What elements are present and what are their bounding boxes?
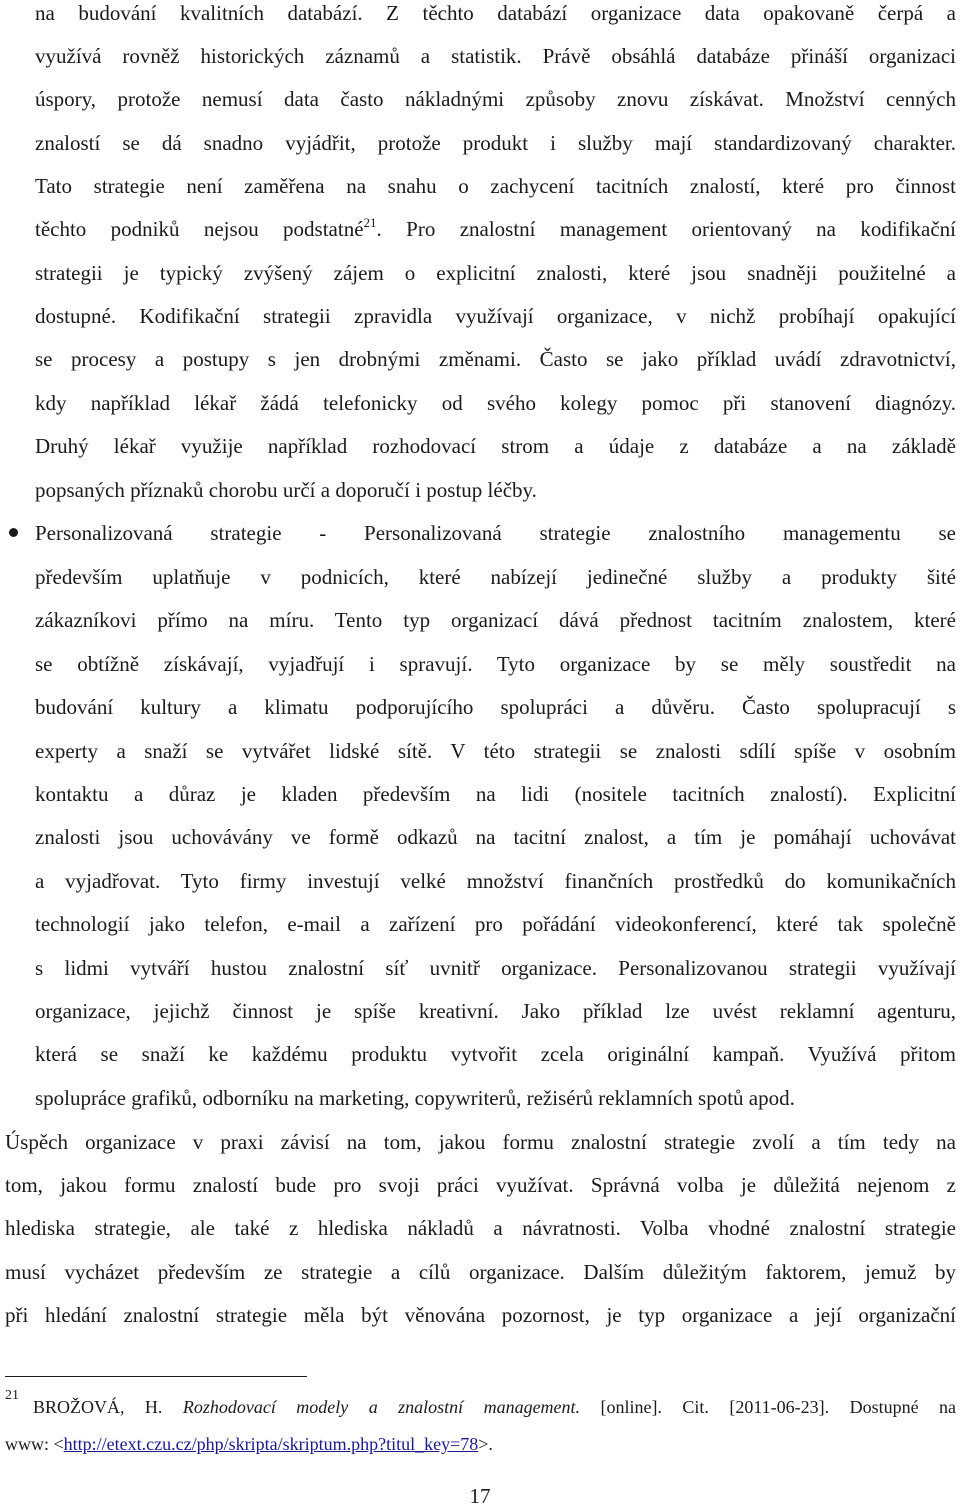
footnote-url-line bbox=[5, 1433, 493, 1455]
footnote-link[interactable]: http://etext.czu.cz/php/skripta/skriptum.php?titul_key=78 bbox=[63, 1434, 479, 1454]
bullet-text-line: kontaktu a důraz je kladen především na lidi (nositele tacitních znalostí). Explicitní bbox=[35, 782, 956, 806]
bullet-text-line: budování kultury a klimatu podporujícího spolupráci a důvěru. Často spolupracují s bbox=[35, 695, 956, 719]
text-line: při hledání znalostní strategie měla být věnována pozornost, je typ organizace a její organizační bbox=[5, 1303, 956, 1327]
bullet-text-line: a vyjadřovat. Tyto firmy investují velké množství finančních prostředků do komunikačních bbox=[35, 869, 956, 893]
text-line: se procesy a postupy s jen drobnými změnami. Často se jako příklad uvádí zdravotnictví, bbox=[35, 347, 956, 371]
bullet-text-line: Personalizovaná strategie - Personalizovaná strategie znalostního managementu se bbox=[35, 521, 956, 545]
bullet-text-line: technologií jako telefon, e-mail a zařízení pro pořádání videokonferencí, které tak společně bbox=[35, 912, 956, 936]
text-line: kdy například lékař žádá telefonicky od svého kolegy pomoc při stanovení diagnózy. bbox=[35, 391, 956, 415]
text-line: Druhý lékař využije například rozhodovací strom a údaje z databáze a na základě bbox=[35, 434, 956, 458]
text-line: úspory, protože nemusí data často nákladnými způsoby znovu získávat. Množství cenných bbox=[35, 87, 956, 111]
text-line: znalostí se dá snadno vyjádřit, protože produkt i služby mají standardizovaný charakter. bbox=[35, 131, 956, 155]
footnote-number: 21 bbox=[5, 1388, 19, 1403]
footnote-title: Rozhodovací modely a znalostní management. bbox=[182, 1397, 581, 1417]
bullet-text-line: především uplatňuje v podnicích, které nabízejí jedinečné služby a produkty šité bbox=[35, 565, 956, 589]
bullet-text-line: se obtížně získávají, vyjadřují i spravují. Tyto organizace by se měly soustředit na bbox=[35, 652, 956, 676]
footnote-author: BROŽOVÁ, H. bbox=[33, 1397, 163, 1417]
footnote-details: [online]. Cit. [2011-06-23]. Dostupné na bbox=[600, 1397, 957, 1417]
text-line: popsaných příznaků chorobu určí a doporučí i postup léčby. bbox=[35, 478, 537, 502]
text-segment: . Pro znalostní management orientovaný na kodifikační bbox=[376, 217, 956, 241]
bullet-text-line: spolupráce grafiků, odborníku na marketing, copywriterů, režisérů reklamních spotů apod. bbox=[35, 1086, 795, 1110]
text-line: Úspěch organizace v praxi závisí na tom, jakou formu znalostní strategie zvolí a tím tedy na bbox=[5, 1130, 956, 1154]
text-line: hlediska strategie, ale také z hlediska nákladů a návratnosti. Volba vhodné znalostní strategie bbox=[5, 1216, 956, 1240]
text-line: na budování kvalitních databází. Z těchto databází organizace data opakovaně čerpá a bbox=[35, 1, 956, 25]
text-line: strategii je typický zvýšený zájem o explicitní znalosti, které jsou snadněji použitelné a bbox=[35, 261, 956, 285]
page-number: 17 bbox=[469, 1484, 491, 1508]
text-line-with-footnote-ref bbox=[35, 217, 956, 241]
footnote-www-prefix: www: < bbox=[5, 1434, 64, 1454]
bullet-text-line: experty a snaží se vytvářet lidské sítě. V této strategii se znalosti sdílí spíše v osobním bbox=[35, 739, 956, 763]
footnote-separator bbox=[5, 1376, 307, 1377]
bullet-icon bbox=[9, 528, 18, 537]
bullet-text-line: znalosti jsou uchovávány ve formě odkazů na tacitní znalost, a tím je pomáhají uchovávat bbox=[35, 825, 956, 849]
bullet-text-line: s lidmi vytváří hustou znalostní síť uvnitř organizace. Personalizovanou strategii využívají bbox=[35, 956, 956, 980]
footnote-citation bbox=[33, 1396, 956, 1418]
text-segment: těchto podniků nejsou podstatné bbox=[35, 217, 364, 241]
text-line: Tato strategie není zaměřena na snahu o zachycení tacitních znalostí, které pro činnost bbox=[35, 174, 956, 198]
bullet-text-line: organizace, jejichž činnost je spíše kreativní. Jako příklad lze uvést reklamní agenturu, bbox=[35, 999, 956, 1023]
text-line: musí vycházet především ze strategie a cílů organizace. Dalším důležitým faktorem, jemuž by bbox=[5, 1260, 956, 1284]
text-line: dostupné. Kodifikační strategii zpravidla využívají organizace, v nichž probíhají opakující bbox=[35, 304, 956, 328]
text-line: využívá rovněž historických záznamů a statistik. Právě obsáhlá databáze přináší organizaci bbox=[35, 44, 956, 68]
footnote-www-suffix: >. bbox=[478, 1434, 493, 1454]
text-line: tom, jakou formu znalostí bude pro svoji práci využívat. Správná volba je důležitá nejenom z bbox=[5, 1173, 956, 1197]
bullet-text-line: která se snaží ke každému produktu vytvořit zcela originální kampaň. Využívá přitom bbox=[35, 1042, 956, 1066]
bullet-text-line: zákazníkovi přímo na míru. Tento typ organizací dává přednost tacitním znalostem, které bbox=[35, 608, 956, 632]
footnote-reference[interactable]: 21 bbox=[363, 215, 377, 230]
